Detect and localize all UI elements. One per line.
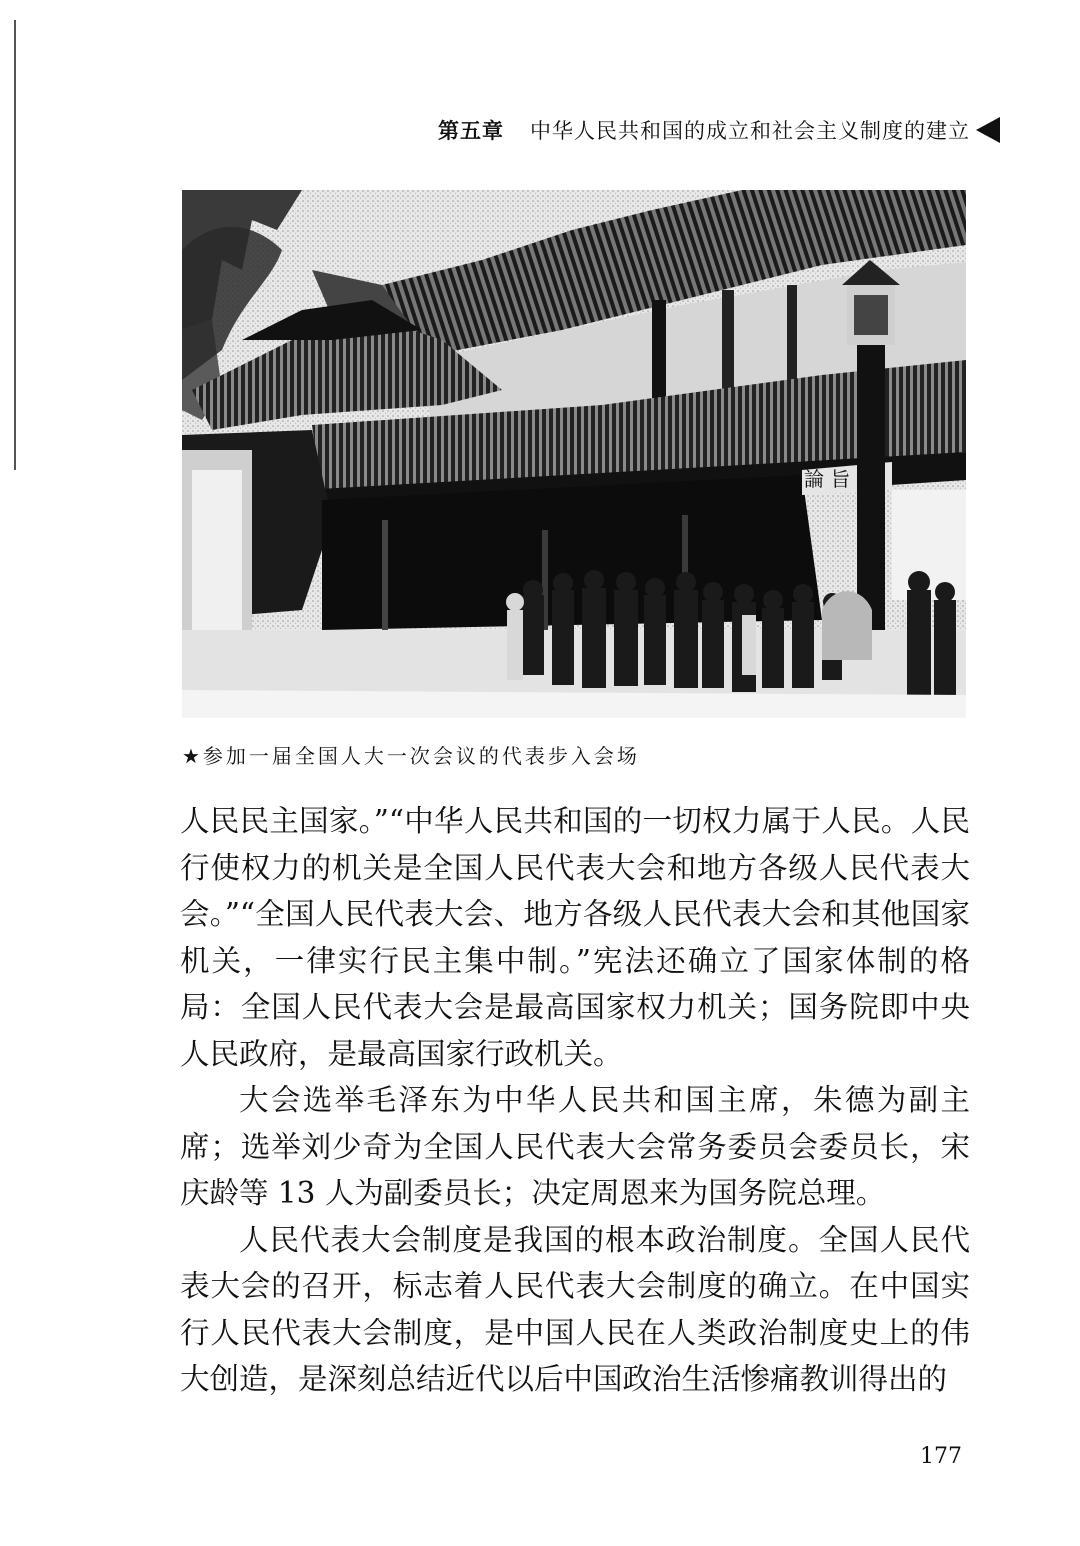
page-edge-line	[14, 20, 16, 470]
photo-caption: ★参加一届全国人大一次会议的代表步入会场	[182, 744, 640, 768]
hall-photo	[182, 190, 966, 718]
paragraph-3: 人民代表大会制度是我国的根本政治制度。全国人民代表大会的召开，标志着人民代表大会制度的确立。在中国实行人民代表大会制度，是中国人民在人类政治制度史上的伟大创造，是深刻总结近代以后中国政治生活惨痛教训得出的	[180, 1222, 970, 1396]
body-text	[180, 798, 970, 1403]
hall-sign-text: 論 旨	[804, 467, 851, 491]
running-head	[330, 112, 1000, 148]
paragraph-1: 人民民主国家。”“中华人民共和国的一切权力属于人民。人民行使权力的机关是全国人民代表大会和地方各级人民代表大会。”“全国人民代表大会、地方各级人民代表大会和其他国家机关，一律实行民主集中制。”宪法还确立了国家体制的格局：全国人民代表大会是最高国家权力机关；国务院即中央人民政府，是最高国家行政机关。	[180, 804, 970, 1071]
page-number: 177	[920, 1444, 962, 1469]
paragraph-2: 大会选举毛泽东为中华人民共和国主席，朱德为副主席；选举刘少奇为全国人民代表大会常务委员会委员长，宋庆龄等 13 人为副委员长；决定周恩来为国务院总理。	[180, 1083, 970, 1210]
chapter-number: 第五章	[438, 119, 504, 143]
triangle-marker-icon	[976, 117, 1000, 143]
chapter-title: 中华人民共和国的成立和社会主义制度的建立	[530, 119, 970, 143]
